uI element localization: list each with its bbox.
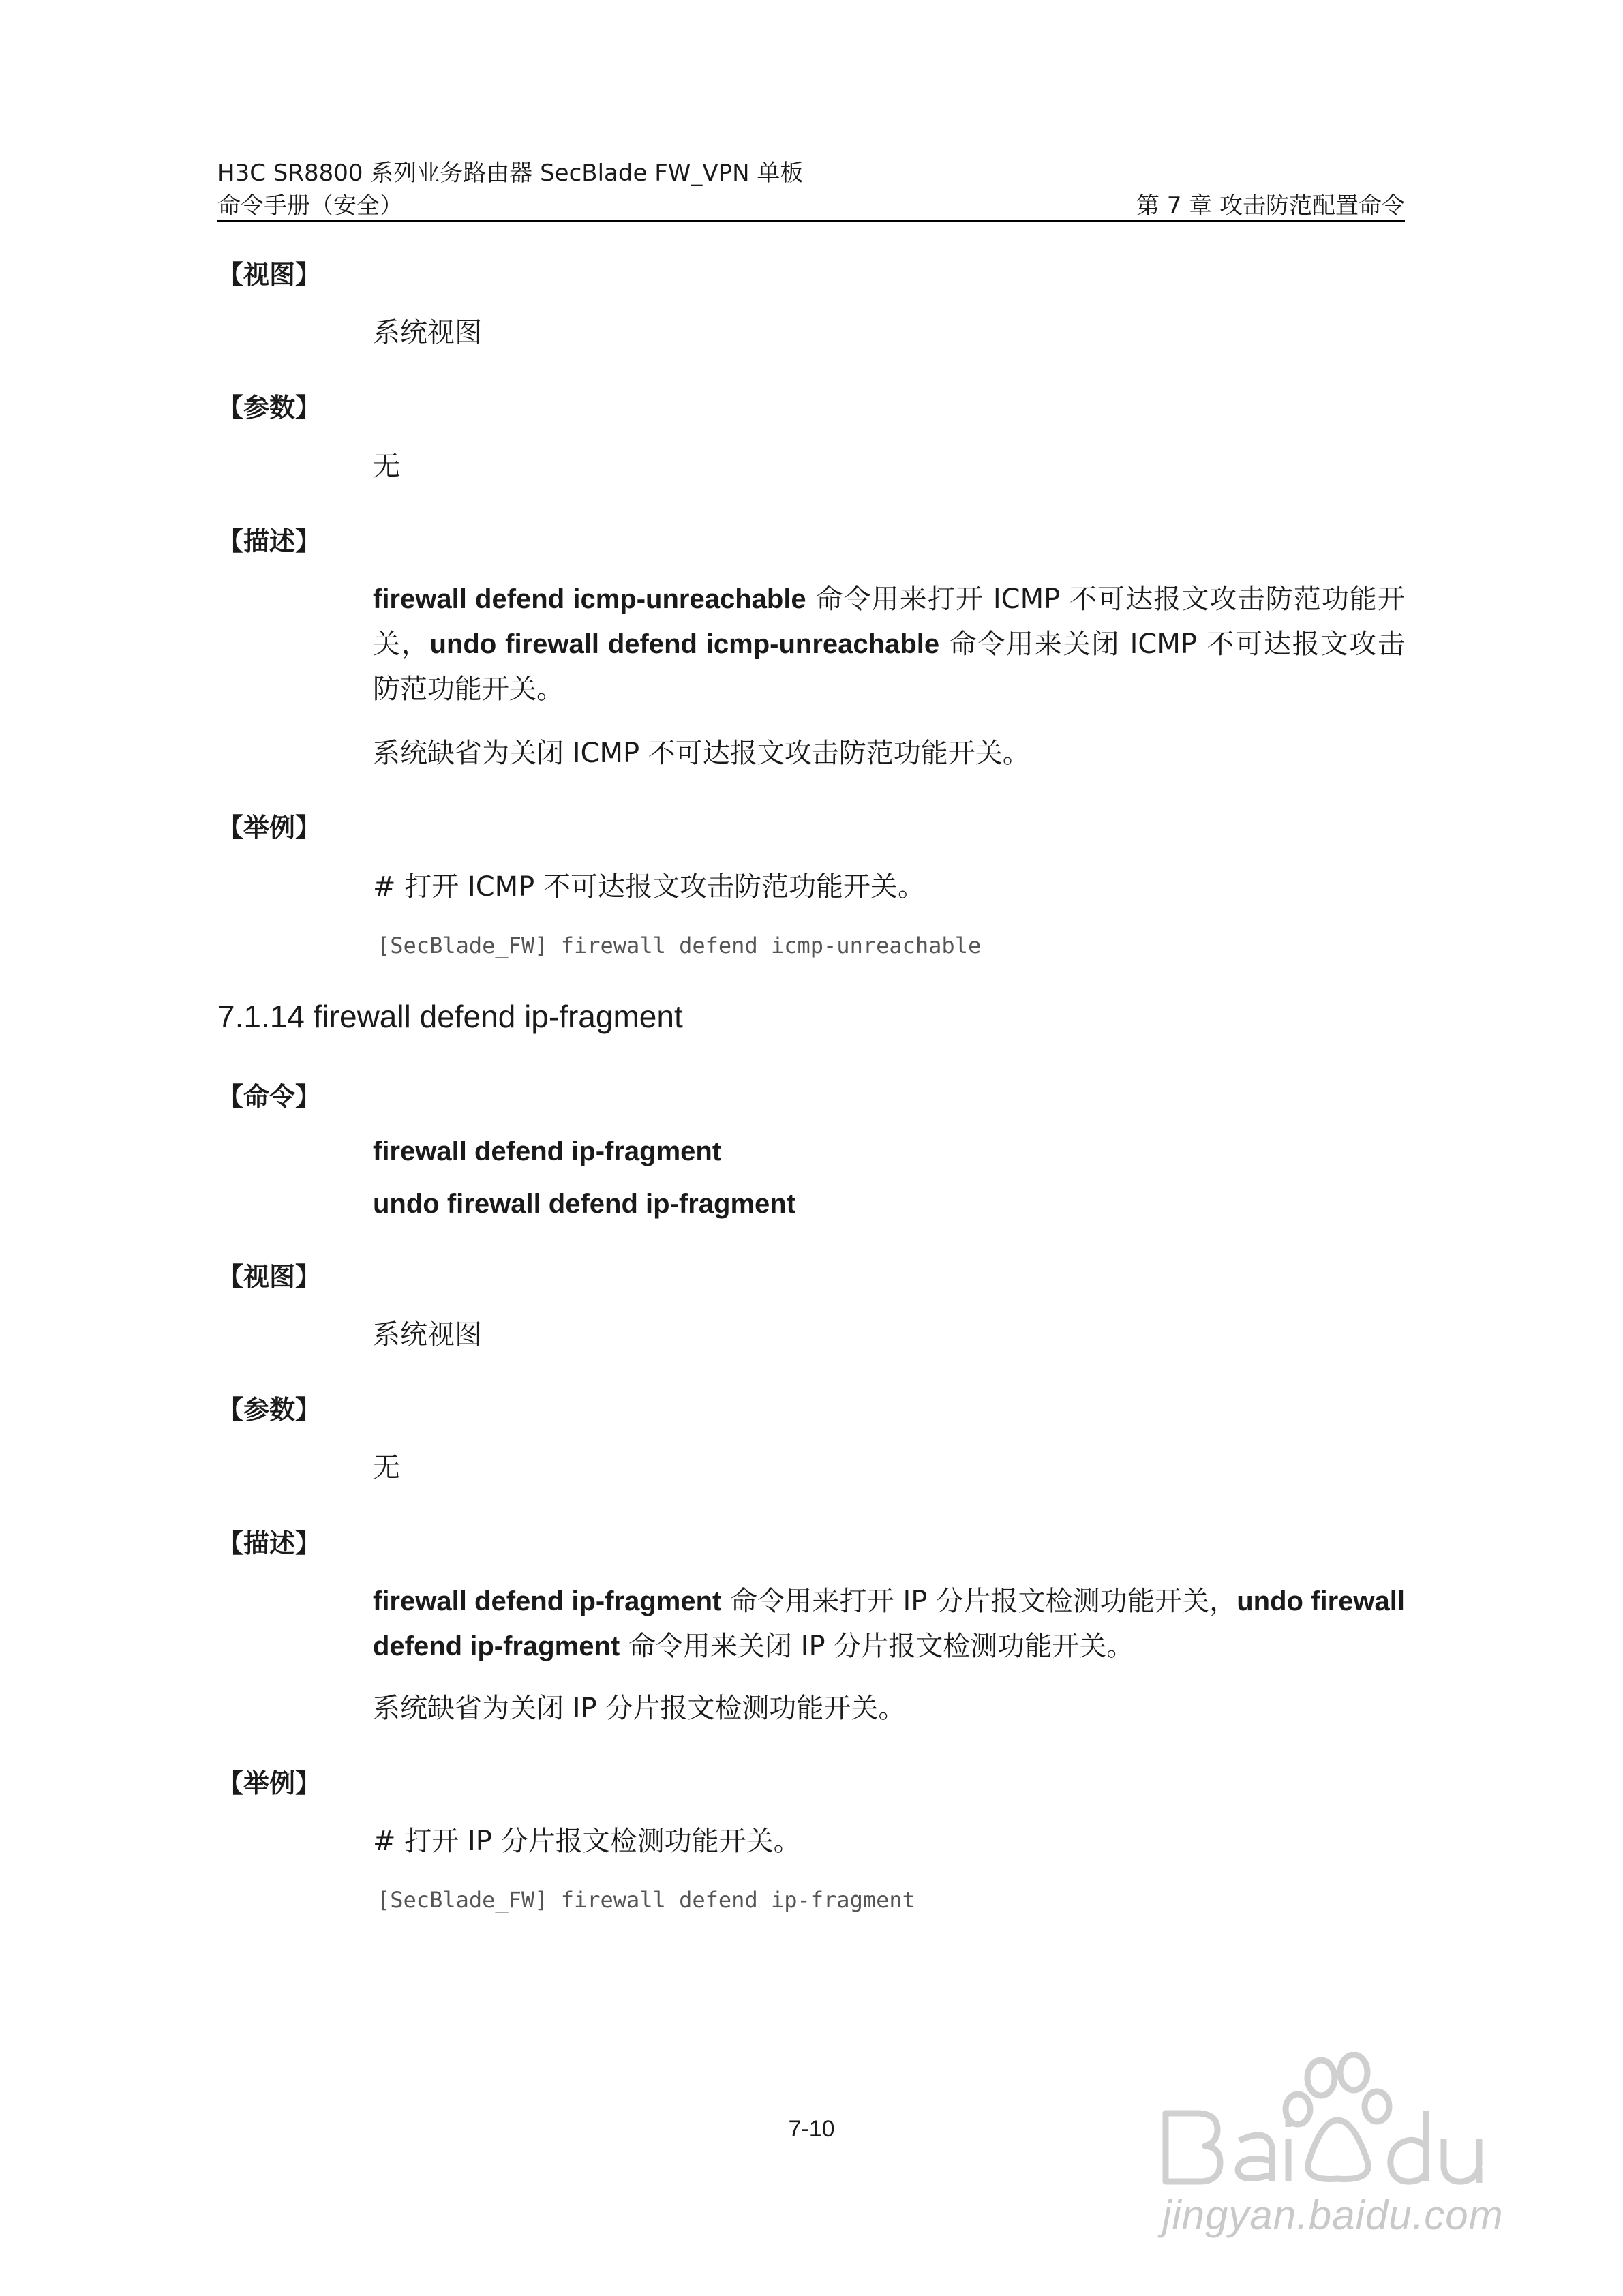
desc-label: 【描述】 [217, 526, 322, 556]
desc-command: firewall defend ip-fragment [373, 1586, 722, 1616]
desc-label: 【描述】 [217, 1528, 322, 1558]
example-code: [SecBlade_FW] firewall defend icmp-unreachable [377, 933, 982, 958]
desc-undo-command: undo firewall defend icmp-unreachable [429, 629, 940, 659]
description-paragraph [373, 1579, 1405, 1669]
desc-text: 命令用来打开 ICMP 不可达报文攻击防范功能开关， [373, 584, 1405, 660]
param-label: 【参数】 [217, 1395, 322, 1425]
example-code: [SecBlade_FW] firewall defend ip-fragment [377, 1887, 915, 1913]
view-label: 【视图】 [217, 1262, 322, 1292]
command-label: 【命令】 [217, 1082, 322, 1112]
param-text: 无 [373, 1452, 400, 1483]
header-subtitle: 命令手册（安全） [217, 192, 403, 220]
param-label: 【参数】 [217, 393, 322, 423]
default-text: 系统缺省为关闭 ICMP 不可达报文攻击防范功能开关。 [373, 738, 1030, 769]
view-text: 系统视图 [373, 317, 482, 348]
desc-command: firewall defend icmp-unreachable [373, 584, 806, 614]
desc-text: 命令用来打开 IP 分片报文检测功能开关， [721, 1586, 1237, 1617]
example-label: 【举例】 [217, 1768, 322, 1798]
page-number: 7-10 [788, 2116, 835, 2142]
desc-text: 命令用来关闭 IP 分片报文检测功能开关。 [620, 1631, 1134, 1662]
command-syntax: firewall defend ip-fragment [373, 1136, 722, 1166]
header-chapter: 第 7 章 攻击防范配置命令 [1136, 192, 1405, 220]
section-heading: 7.1.14 firewall defend ip-fragment [217, 999, 683, 1034]
description-paragraph [373, 577, 1405, 712]
example-text: # 打开 IP 分片报文检测功能开关。 [373, 1826, 801, 1857]
desc-text: 命令用来关闭 ICMP 不可达报文攻击防范功能开关。 [373, 629, 1405, 705]
view-label: 【视图】 [217, 260, 322, 290]
example-label: 【举例】 [217, 813, 322, 843]
desc-undo-command: undo firewall defend ip-fragment [373, 1586, 1406, 1661]
view-text: 系统视图 [373, 1319, 482, 1350]
default-text: 系统缺省为关闭 IP 分片报文检测功能开关。 [373, 1693, 906, 1724]
undo-command-syntax: undo firewall defend ip-fragment [373, 1189, 796, 1219]
watermark-url: jingyan.baidu.com [1162, 2192, 1504, 2238]
header-divider [217, 220, 1405, 222]
example-text: # 打开 ICMP 不可达报文攻击防范功能开关。 [373, 871, 926, 903]
header-title: H3C SR8800 系列业务路由器 SecBlade FW_VPN 单板 [217, 160, 804, 187]
param-text: 无 [373, 451, 400, 482]
